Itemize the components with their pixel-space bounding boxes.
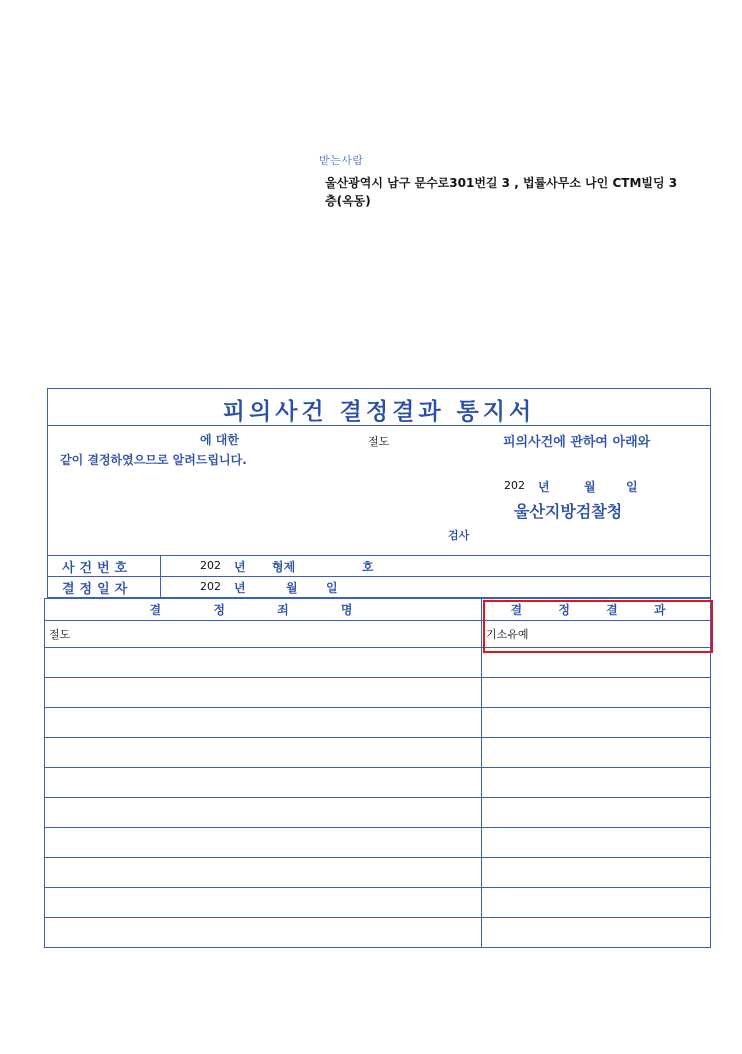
notice-date-day-unit: 일 [626, 480, 638, 494]
result-cell [482, 738, 711, 768]
table-row [45, 738, 711, 768]
result-cell [482, 768, 711, 798]
offense-cell [45, 738, 482, 768]
case-number-row [47, 555, 711, 577]
case-number-divider [160, 556, 161, 576]
offense-cell [45, 828, 482, 858]
table-row [45, 858, 711, 888]
result-column-header: 결 정 결 과 [482, 599, 711, 621]
prosecutor-office: 울산지방검찰청 [514, 502, 623, 521]
title-divider [48, 425, 710, 426]
table-row [45, 768, 711, 798]
notice-date-year-unit: 년 [538, 480, 550, 494]
result-cell [482, 708, 711, 738]
table-row [45, 918, 711, 948]
table-row [45, 678, 711, 708]
decision-date-label: 결정일자 [62, 582, 133, 597]
intro-tail: 피의사건에 관하여 아래와 [503, 435, 651, 450]
notice-date-month-unit: 월 [584, 480, 596, 494]
decision-date-day-unit: 일 [326, 581, 338, 595]
notice-title: 피의사건 결정결과 통지서 [222, 398, 536, 425]
result-highlight-box [483, 600, 713, 653]
offense-cell [45, 648, 482, 678]
decision-date-year-unit: 년 [234, 581, 246, 595]
intro-crime: 절도 [368, 435, 390, 448]
result-cell [482, 858, 711, 888]
offense-cell [45, 858, 482, 888]
recipient-label: 받는사람 [319, 154, 364, 167]
offense-cell [45, 708, 482, 738]
result-cell [482, 918, 711, 948]
case-number-type: 형제 [272, 560, 296, 574]
table-row [45, 708, 711, 738]
intro-line2: 같이 결정하였으므로 알려드립니다. [60, 453, 247, 467]
table-row [45, 828, 711, 858]
decision-date-row [47, 576, 711, 598]
table-row [45, 888, 711, 918]
notice-date-year: 202 [504, 479, 525, 492]
recipient-address: 울산광역시 남구 문수로301번길 3 , 법률사무소 나인 CTM빌딩 3층(옥동) [325, 176, 678, 208]
case-number-unit: 호 [362, 560, 374, 574]
decision-date-divider [160, 577, 161, 597]
table-row [45, 798, 711, 828]
result-cell [482, 798, 711, 828]
case-number-label: 사건번호 [62, 561, 133, 576]
offense-cell [45, 798, 482, 828]
offense-column-header: 결 정 죄 명 [45, 599, 482, 621]
case-number-year: 202 [200, 559, 221, 572]
result-cell [482, 678, 711, 708]
offense-cell [45, 768, 482, 798]
prosecutor-label: 검사 [448, 529, 470, 542]
result-cell [482, 828, 711, 858]
offense-cell [45, 678, 482, 708]
case-number-year-unit: 년 [234, 560, 246, 574]
notice-form [47, 388, 711, 556]
decision-date-year: 202 [200, 580, 221, 593]
result-cell: 기소유예 [482, 621, 711, 648]
intro-regarding: 에 대한 [200, 433, 239, 447]
offense-cell [45, 888, 482, 918]
result-cell [482, 888, 711, 918]
offense-cell [45, 918, 482, 948]
decision-date-month-unit: 월 [286, 581, 298, 595]
offense-cell: 절도 [45, 621, 482, 648]
